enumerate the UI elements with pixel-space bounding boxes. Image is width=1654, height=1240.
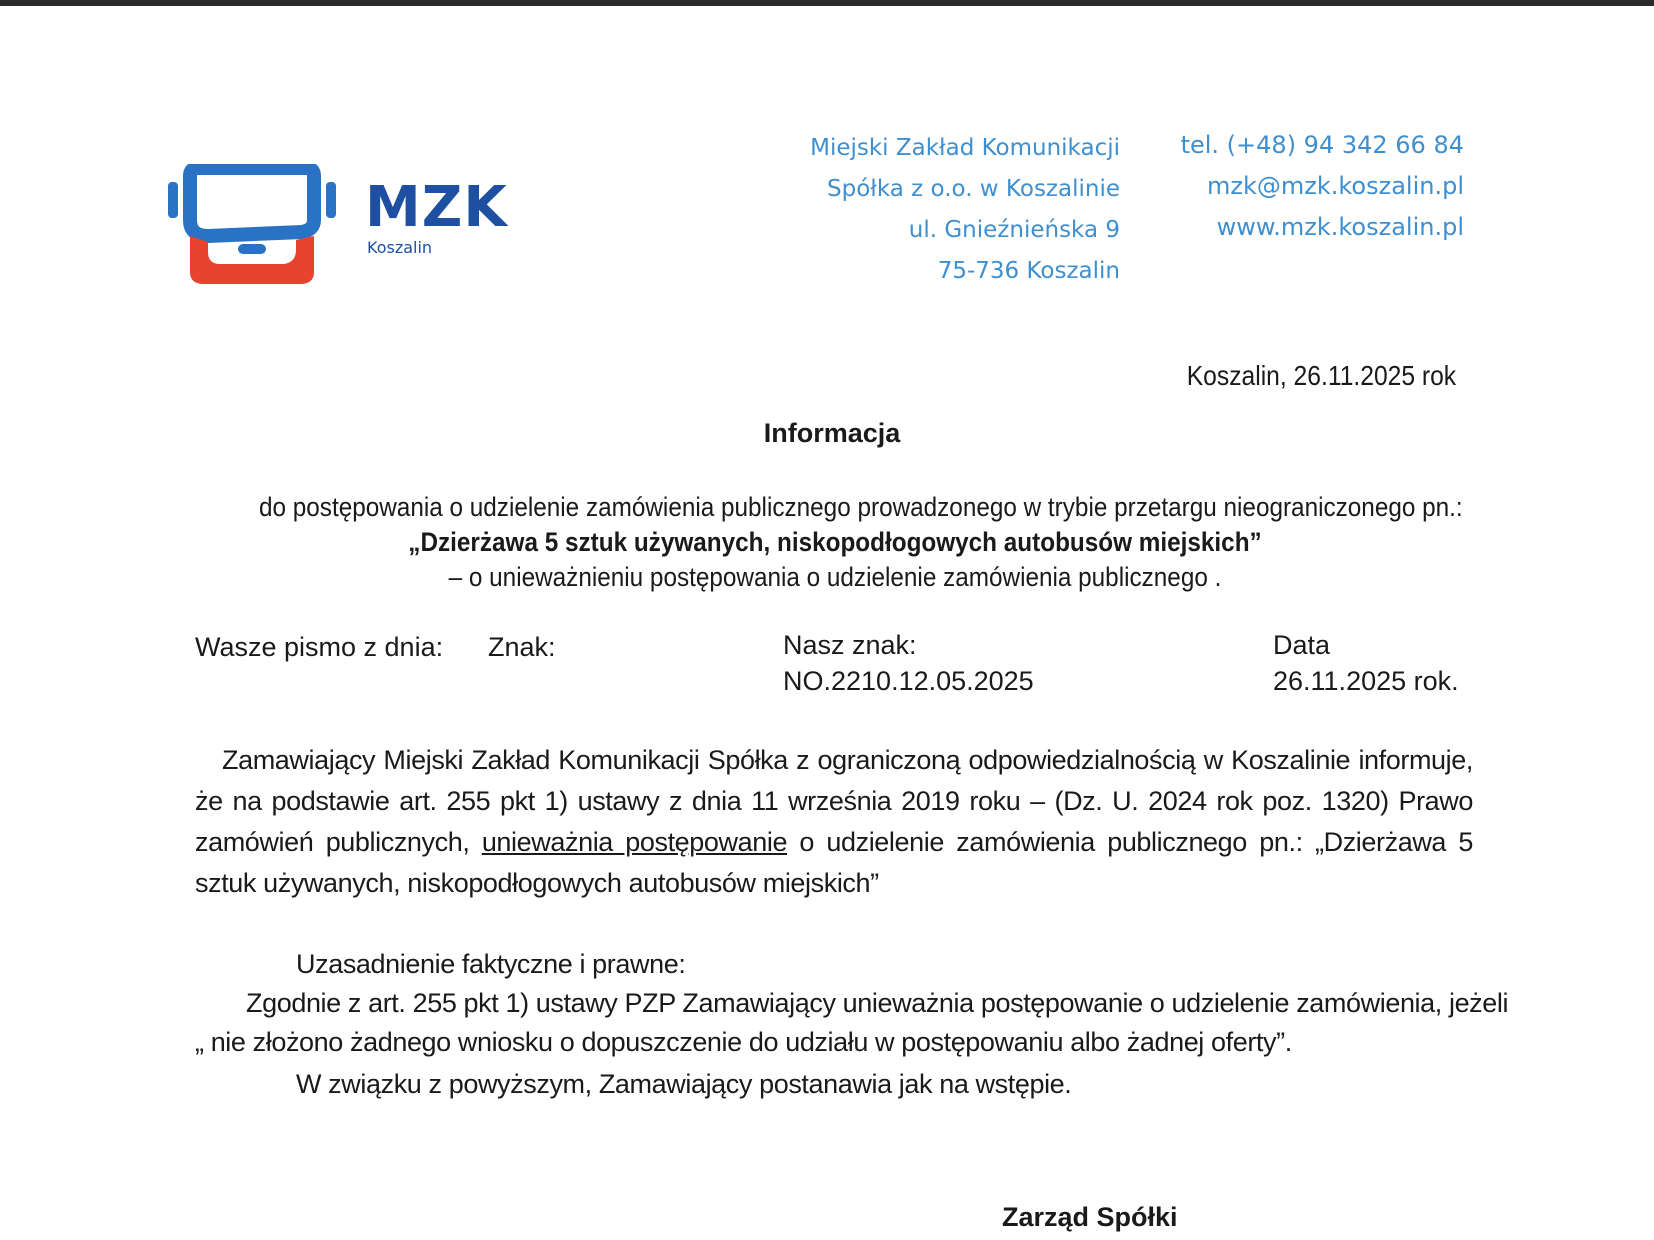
tender-title: „Dzierżawa 5 sztuk używanych, niskopodłogowych autobusów miejskich” xyxy=(408,527,1262,557)
conclusion: W związku z powyższym, Zamawiający postanawia jak na wstępie. xyxy=(296,1069,1072,1099)
sign-label: Znak: xyxy=(488,632,556,662)
document-heading: Informacja xyxy=(763,418,901,448)
sender-address-line: 75-736 Koszalin xyxy=(937,258,1120,284)
sender-address-line: Spółka z o.o. w Koszalinie xyxy=(827,176,1120,202)
website-address: www.mzk.koszalin.pl xyxy=(1216,213,1464,241)
signature: Zarząd Spółki xyxy=(1002,1202,1178,1232)
place-date: Koszalin, 26.11.2025 rok xyxy=(1186,360,1456,391)
justification-line: Zgodnie z art. 255 pkt 1) ustawy PZP Zamawiający unieważnia postępowanie o udzielenie zamówienia, jeżeli xyxy=(246,988,1509,1018)
justification-quote: „ nie złożono żadnego wniosku o dopuszczenie do udziału w postępowaniu albo żadnej oferty”. xyxy=(195,1027,1292,1057)
decision-underlined: unieważnia postępowanie xyxy=(481,827,788,857)
decision-paragraph xyxy=(195,740,1473,904)
logo-city: Koszalin xyxy=(367,238,433,257)
our-sign-value: NO.2210.12.05.2025 xyxy=(783,666,1034,696)
your-letter-label: Wasze pismo z dnia: xyxy=(195,632,444,662)
sender-address-line: Miejski Zakład Komunikacji xyxy=(810,135,1120,161)
justification-heading: Uzasadnienie faktyczne i prawne: xyxy=(296,949,686,979)
sender-address-line: ul. Gnieźnieńska 9 xyxy=(908,217,1120,243)
our-sign-label: Nasz znak: xyxy=(783,630,917,660)
intro-block xyxy=(195,490,1475,595)
sender-address xyxy=(810,128,1120,292)
logo-wordmark: MZK xyxy=(365,175,508,240)
email-address: mzk@mzk.koszalin.pl xyxy=(1207,172,1464,200)
date-label: Data xyxy=(1273,630,1331,660)
date-value: 26.11.2025 rok. xyxy=(1273,666,1459,696)
decision-text: Zamawiający Miejski Zakład Komunikacji Spółka z ograniczoną odpowiedzialnością w Koszalinie informuje, że na podstawie art. 255 pkt 1) ustawy z dnia 11 września 2019 roku – (Dz. U. 2024 rok poz. 1320) Prawo zamówień publicznych, xyxy=(195,745,1473,857)
phone-number: tel. (+48) 94 342 66 84 xyxy=(1180,131,1464,159)
scan-top-edge xyxy=(0,0,1654,6)
decision-text-end: o udzielenie zamówienia publicznego pn.: „Dzierżawa 5 sztuk używanych, niskopodłogowych autobusów miejskich” xyxy=(195,827,1473,898)
intro-subject: – o unieważnieniu postępowania o udzielenie zamówienia publicznego . xyxy=(448,562,1222,592)
intro-line: do postępowania o udzielenie zamówienia publicznego prowadzonego w trybie przetargu nieograniczonego pn.: xyxy=(259,492,1463,522)
sender-contact xyxy=(1181,125,1464,248)
